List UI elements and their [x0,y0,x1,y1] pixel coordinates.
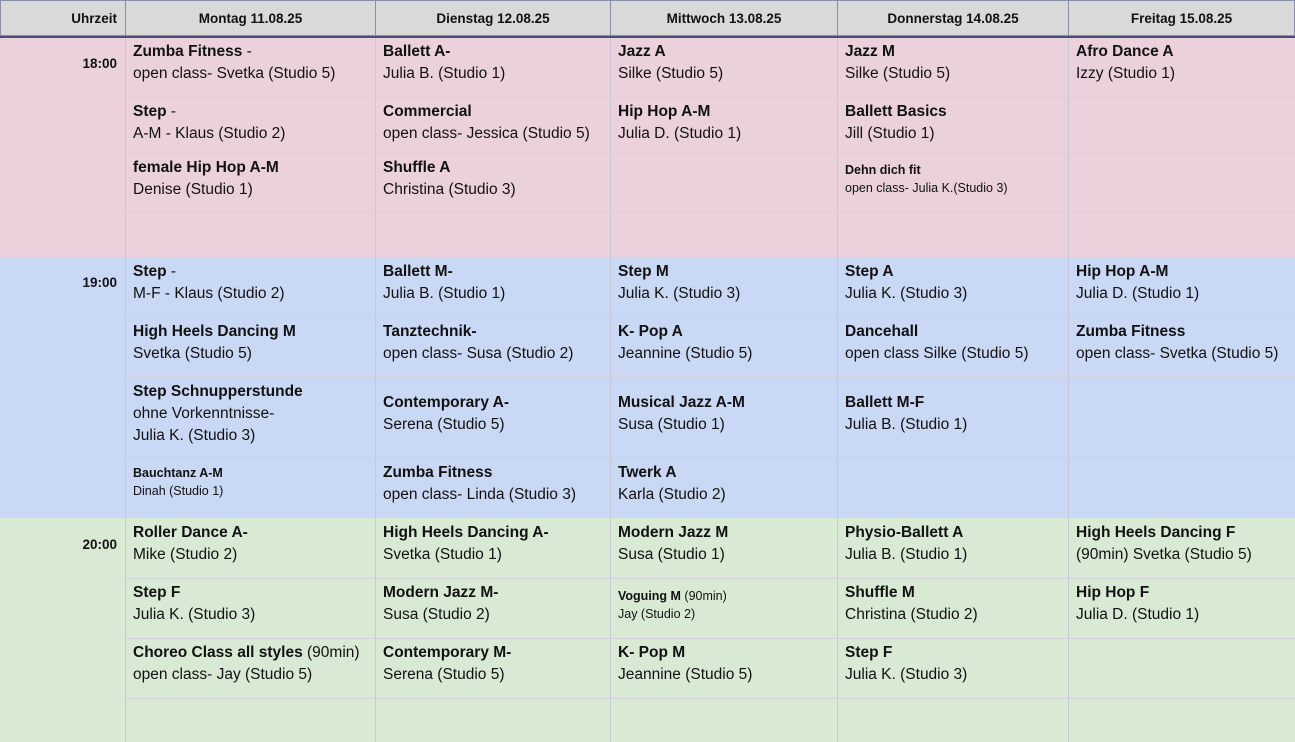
class-title [133,157,279,179]
class-entry [845,161,1008,197]
class-detail: open class- Jessica (Studio 5) [383,125,590,142]
class-detail: open class- Linda (Studio 3) [383,486,577,503]
class-entry [618,462,726,506]
class-detail: open class- Susa (Studio 2) [383,345,574,362]
class-entry [618,261,740,305]
class-name: Step F [845,644,893,661]
class-name: K- Pop M [618,644,686,661]
class-name: Zumba Fitness [383,464,493,481]
class-name: Step A [845,263,894,280]
class-name: High Heels Dancing A- [383,524,549,541]
class-name: Step M [618,263,669,280]
class-title [845,582,978,604]
class-entry [1076,41,1175,85]
class-name: Step [133,103,167,120]
class-name: Hip Hop A-M [618,103,711,120]
class-detail: Jeannine (Studio 5) [618,666,753,683]
header-day-thursday: Donnerstag 14.08.25 [837,0,1069,36]
class-name: Jazz A [618,43,666,60]
row-divider [125,698,1295,699]
class-title [383,157,516,179]
class-name: Step [133,263,167,280]
time-label-19: 19:00 [82,275,117,290]
class-title [618,41,723,63]
class-detail: Julia K. (Studio 3) [133,606,256,623]
class-name: Hip Hop F [1076,584,1150,601]
row-divider [125,97,1295,98]
class-title [133,321,296,343]
class-title [383,522,549,544]
class-entry [383,522,549,566]
class-name: Ballett M-F [845,394,925,411]
class-name: Shuffle A [383,159,451,176]
class-name: Bauchtanz A-M [133,466,223,480]
class-entry [383,321,573,365]
class-entry [1076,321,1278,365]
class-detail: Julia D. (Studio 1) [618,125,742,142]
header-day-monday: Montag 11.08.25 [125,0,376,36]
class-title [1076,582,1199,604]
class-entry [618,642,752,686]
class-name: Ballett M- [383,263,453,280]
class-detail: open class- Jay (Studio 5) [133,666,313,683]
class-entry [618,522,728,566]
class-detail: Jay (Studio 2) [618,607,696,621]
class-detail: Silke (Studio 5) [618,65,724,82]
class-name: High Heels Dancing M [133,323,296,340]
class-detail: Julia D. (Studio 1) [1076,285,1200,302]
class-title [133,101,285,123]
class-title [618,261,740,283]
class-name: Zumba Fitness [1076,323,1186,340]
class-detail: Serena (Studio 5) [383,416,505,433]
class-detail: Izzy (Studio 1) [1076,65,1176,82]
class-detail: Julia K. (Studio 3) [133,427,256,444]
class-entry [133,157,279,201]
class-name: Zumba Fitness [133,43,243,60]
class-name: Ballett Basics [845,103,947,120]
class-name: Twerk A [618,464,677,481]
class-title [133,582,255,604]
class-title [845,261,967,283]
class-title [133,41,335,63]
class-detail: Susa (Studio 1) [618,546,725,563]
class-title [133,381,303,403]
time-label-18: 18:00 [82,56,117,71]
class-name: Step Schnupperstunde [133,383,303,400]
class-detail: Susa (Studio 2) [383,606,490,623]
class-entry [133,381,303,447]
row-divider [125,211,1295,212]
class-entry [133,101,285,145]
class-detail: Susa (Studio 1) [618,416,725,433]
class-entry [133,41,335,85]
class-suffix: (90min) [302,644,360,661]
row-divider [125,638,1295,639]
class-title [845,41,950,63]
class-title [133,464,223,482]
class-detail: Silke (Studio 5) [845,65,951,82]
class-detail: Julia B. (Studio 1) [845,416,968,433]
class-name: Commercial [383,103,472,120]
class-title [1076,522,1252,544]
class-entry [845,582,978,626]
class-detail: Svetka (Studio 1) [383,546,502,563]
class-entry [845,321,1029,365]
row-divider [125,376,1295,377]
class-detail: Jeannine (Studio 5) [618,345,753,362]
class-entry [383,642,511,686]
class-suffix: - [166,103,177,120]
class-entry [133,321,296,365]
column-divider [610,38,611,742]
class-title [1076,261,1199,283]
class-detail: Julia K. (Studio 3) [845,666,968,683]
class-name: Dancehall [845,323,919,340]
class-name: Contemporary A- [383,394,510,411]
class-entry [618,392,745,436]
class-title [845,161,1008,179]
row-divider [125,578,1295,579]
class-detail: Jill (Studio 1) [845,125,935,142]
class-title [618,462,726,484]
class-name: Afro Dance A [1076,43,1174,60]
class-detail: Julia B. (Studio 1) [383,65,506,82]
class-name: Step F [133,584,181,601]
class-title [845,392,967,414]
class-title [383,462,576,484]
class-detail: Svetka (Studio 5) [133,345,252,362]
class-title [383,321,573,343]
class-entry [618,321,752,365]
class-name: Tanztechnik- [383,323,477,340]
class-detail: Karla (Studio 2) [618,486,726,503]
class-name: Modern Jazz M- [383,584,499,601]
class-name: Hip Hop A-M [1076,263,1169,280]
column-divider [125,38,126,742]
class-entry [1076,522,1252,566]
class-detail: M-F - Klaus (Studio 2) [133,285,285,302]
class-title [618,101,741,123]
class-title [845,321,1029,343]
class-title [133,261,285,283]
class-detail: Denise (Studio 1) [133,181,253,198]
time-label-20: 20:00 [82,537,117,552]
class-suffix: - [166,263,177,280]
column-divider [375,38,376,742]
class-entry [618,587,727,623]
class-name: Choreo Class all styles [133,644,303,661]
class-title [618,642,752,664]
class-entry [845,392,967,436]
class-title [618,392,745,414]
class-detail: Christina (Studio 2) [845,606,978,623]
class-title [383,582,498,604]
class-name: Physio-Ballett A [845,524,964,541]
class-name: High Heels Dancing F [1076,524,1236,541]
class-detail: open class- Julia K.(Studio 3) [845,181,1008,195]
header-time: Uhrzeit [0,0,126,36]
class-entry [845,101,947,145]
class-entry [845,522,967,566]
class-entry [133,582,255,626]
class-title [845,642,967,664]
class-entry [383,392,509,436]
class-entry [618,41,723,85]
class-suffix: (90min) [680,589,727,603]
class-title [845,101,947,123]
class-detail: Julia D. (Studio 1) [1076,606,1200,623]
class-title [383,392,509,414]
class-title [383,41,505,63]
class-name: K- Pop A [618,323,683,340]
class-detail: Julia B. (Studio 1) [845,546,968,563]
class-detail: Julia K. (Studio 3) [618,285,741,302]
class-entry [383,462,576,506]
header-day-friday: Freitag 15.08.25 [1068,0,1295,36]
class-title [1076,41,1175,63]
class-title [133,522,248,544]
class-entry [845,261,967,305]
class-title [383,642,511,664]
class-title [618,587,727,605]
class-entry [133,522,248,566]
class-entry [1076,582,1199,626]
class-detail: Dinah (Studio 1) [133,484,224,498]
class-suffix: - [242,43,252,60]
class-entry [133,261,285,305]
row-divider [125,457,1295,458]
class-title [845,522,967,544]
class-detail: (90min) Svetka (Studio 5) [1076,546,1252,563]
class-detail: open class Silke (Studio 5) [845,345,1029,362]
class-title [133,642,360,664]
header-day-wednesday: Mittwoch 13.08.25 [610,0,838,36]
class-name: Shuffle M [845,584,915,601]
class-entry [133,642,360,686]
class-name: Roller Dance A- [133,524,248,541]
class-detail: open class- Svetka (Studio 5) [1076,345,1279,362]
class-entry [845,41,950,85]
header-day-tuesday: Dienstag 12.08.25 [375,0,611,36]
class-entry [133,464,223,500]
class-title [1076,321,1278,343]
class-detail: A-M - Klaus (Studio 2) [133,125,286,142]
header-divider [0,36,1295,38]
class-entry [383,261,505,305]
class-entry [383,41,505,85]
class-entry [383,582,498,626]
class-entry [383,157,516,201]
class-name: Jazz M [845,43,895,60]
class-detail: Serena (Studio 5) [383,666,505,683]
class-title [618,522,728,544]
class-title [618,321,752,343]
class-entry [618,101,741,145]
class-title [383,261,505,283]
class-detail: Julia B. (Studio 1) [383,285,506,302]
column-divider [837,38,838,742]
column-divider [1068,38,1069,742]
class-name: female Hip Hop A-M [133,159,279,176]
class-name: Ballett A- [383,43,451,60]
class-detail: open class- Svetka (Studio 5) [133,65,336,82]
class-detail: Mike (Studio 2) [133,546,238,563]
class-detail: Julia K. (Studio 3) [845,285,968,302]
class-name: Musical Jazz A-M [618,394,745,411]
class-title [383,101,590,123]
class-name: Dehn dich fit [845,163,921,177]
row-divider [125,153,1295,154]
class-name: Voguing M [618,589,681,603]
row-divider [125,317,1295,318]
class-entry [1076,261,1199,305]
class-entry [845,642,967,686]
class-entry [383,101,590,145]
class-detail: ohne Vorkenntnisse- [133,405,275,422]
class-name: Modern Jazz M [618,524,729,541]
class-detail: Christina (Studio 3) [383,181,516,198]
class-name: Contemporary M- [383,644,512,661]
